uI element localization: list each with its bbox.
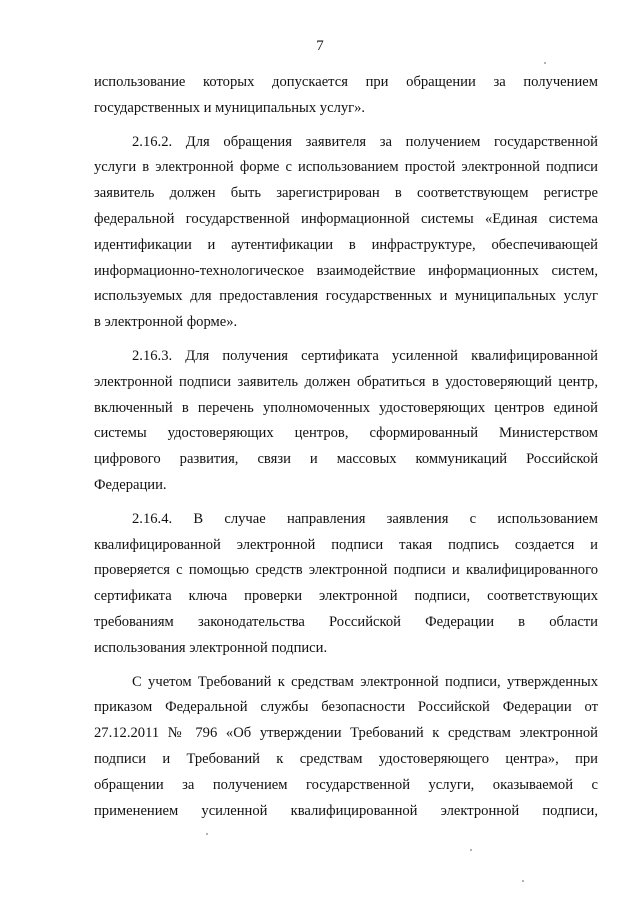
paragraph-line: обращении за получением государственной услуги, оказываемой с	[94, 776, 598, 793]
paragraph-line: использование которых допускается при обращении за получением	[94, 74, 598, 90]
paragraph-line: включенный в перечень уполномоченных удостоверяющих центров единой	[94, 399, 598, 416]
paragraph-gap	[94, 122, 598, 130]
paragraph-line: использования электронной подписи.	[94, 639, 328, 656]
scan-speck	[544, 62, 546, 64]
paragraph-line: электронной подписи заявитель должен обратиться в удостоверяющий центр,	[94, 373, 598, 390]
paragraph-line: государственных и муниципальных услуг».	[94, 99, 366, 116]
scan-speck	[470, 849, 472, 851]
paragraph-line: С учетом Требований к средствам электронной подписи, утвержденных	[132, 673, 598, 690]
paragraph-line: проверяется с помощью средств электронной подписи и квалифицированного	[94, 562, 598, 579]
paragraph-line: используемых для предоставления государственных и муниципальных услуг	[94, 288, 598, 305]
paragraph-line: подписи и Требований к средствам удостоверяющего центра», при	[94, 750, 598, 767]
paragraph-line: требованиям законодательства Российской Федерации в области	[94, 613, 598, 630]
scan-speck	[522, 880, 524, 882]
paragraph-line: цифрового развития, связи и массовых коммуникаций Российской	[94, 451, 598, 468]
paragraph-line: 2.16.3. Для получения сертификата усиленной квалифицированной	[132, 347, 598, 364]
paragraph-line: информационно-технологическое взаимодействие информационных систем,	[94, 262, 598, 279]
paragraph-line: заявитель должен быть зарегистрирован в соответствующем регистре	[94, 185, 598, 202]
paragraph-line: федеральной государственной информационной системы «Единая система	[94, 210, 598, 227]
paragraph-line: 2.16.4. В случае направления заявления с использованием	[132, 510, 598, 527]
paragraph-line: 27.12.2011 № 796 «Об утверждении Требований к средствам электронной	[94, 725, 598, 742]
paragraph-gap	[94, 336, 598, 344]
scan-speck	[206, 833, 208, 835]
paragraph-gap	[94, 499, 598, 507]
paragraph-line: сертификата ключа проверки электронной подписи, соответствующих	[94, 588, 598, 605]
page-number: 7	[316, 38, 324, 54]
paragraph-line: услуги в электронной форме с использованием простой электронной подписи	[94, 159, 598, 176]
paragraph-line: 2.16.2. Для обращения заявителя за получением государственной	[132, 133, 598, 150]
paragraph-line: применением усиленной квалифицированной электронной подписи,	[94, 802, 598, 819]
paragraph-line: квалифицированной электронной подписи такая подпись создается и	[94, 536, 598, 553]
document-body	[94, 70, 598, 824]
paragraph-line: идентификации и аутентификации в инфраструктуре, обеспечивающей	[94, 236, 598, 253]
paragraph-line: Федерации.	[94, 476, 167, 493]
paragraph-line: приказом Федеральной службы безопасности Российской Федерации от	[94, 699, 598, 716]
paragraph-line: системы удостоверяющих центров, сформированный Министерством	[94, 425, 598, 442]
paragraph-gap	[94, 662, 598, 670]
paragraph-line: в электронной форме».	[94, 314, 238, 331]
